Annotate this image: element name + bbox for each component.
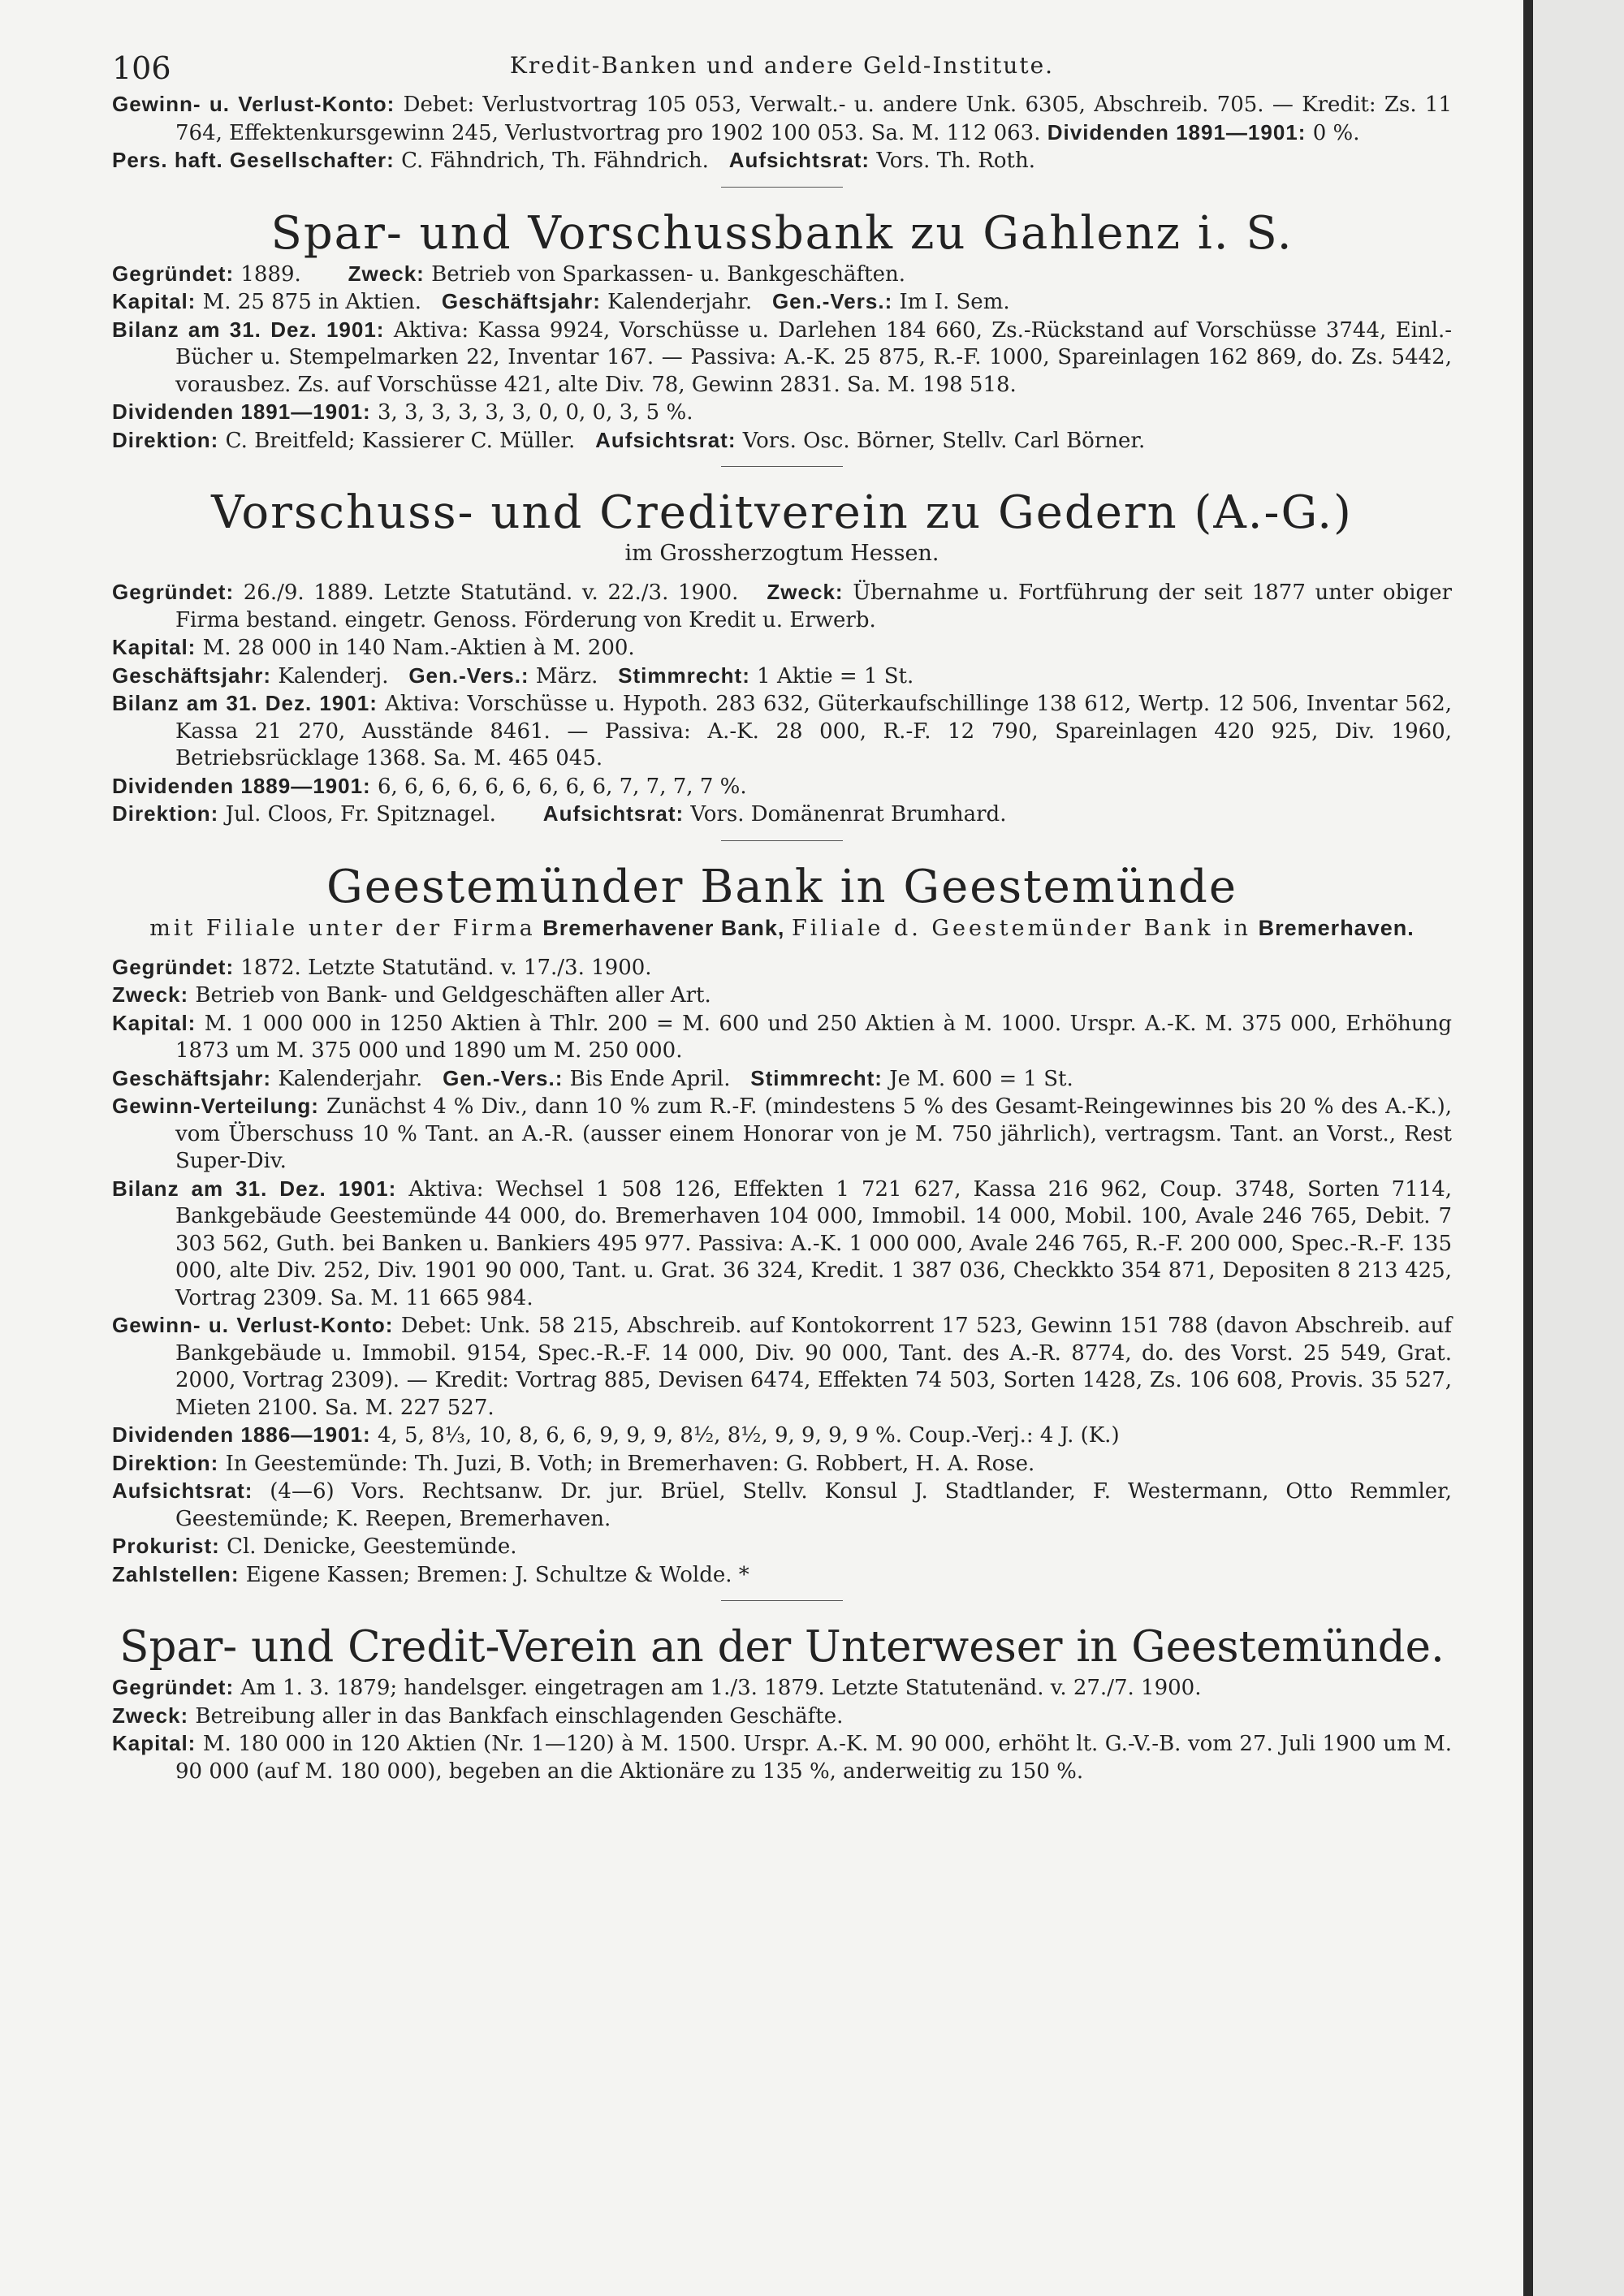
entry-line: Kapital: M. 1 000 000 in 1250 Aktien à Thlr. 200 = M. 600 und 250 Aktien à M. 1000. Urspr. A.-K. M. 375 000, Erhöhung 1873 um M. 375 000 und 1890 um M. 250 000. (112, 1010, 1452, 1063)
entry-line: Kapital: M. 25 875 in Aktien. Geschäftsjahr: Kalenderjahr. Gen.-Vers.: Im I. Sem. (112, 289, 1010, 314)
entry-line: Pers. haft. Gesellschafter: C. Fähndrich, Th. Fähndrich. Aufsichtsrat: Vors. Th. Roth. (112, 148, 1035, 173)
entry-line: Kapital: M. 180 000 in 120 Aktien (Nr. 1—120) à M. 1500. Urspr. A.-K. M. 90 000, erhöht lt. G.-V.-B. vom 27. Juli 1900 um M. 90 000 (auf M. 180 000), begeben an die Aktionäre zu 135 %, anderweitig zu 150 %. (112, 1731, 1452, 1784)
entry-gedern (112, 486, 1452, 829)
entry-title: Vorschuss- und Creditverein zu Gedern (A.-G.) (211, 486, 1353, 539)
entry-line: Gegründet: 1872. Letzte Statutänd. v. 17./3. 1900. (112, 954, 652, 980)
entry-line: Bilanz am 31. Dez. 1901: Aktiva: Vorschüsse u. Hypoth. 283 632, Güterkaufschillinge 138 612, Wertp. 12 506, Inventar 562, Kassa 21 270, Ausstände 8461. — Passiva: A.-K. 28 000, R.-F. 12 790, Spareinlagen 420 925, Div. 1960, Betriebsrücklage 1368. Sa. M. 465 045. (112, 691, 1452, 770)
page-content (112, 42, 1452, 1785)
entry-line: Geschäftsjahr: Kalenderjahr. Gen.-Vers.: Bis Ende April. Stimmrecht: Je M. 600 = 1 St. (112, 1065, 1073, 1091)
entry-line: Aufsichtsrat: (4—6) Vors. Rechtsanw. Dr. jur. Brüel, Stellv. Konsul J. Stadtlander, F. Westermann, Otto Remmler, Geestemünde; K. Reepen, Bremerhaven. (112, 1478, 1453, 1531)
entry-line: Direktion: In Geestemünde: Th. Juzi, B. Voth; in Bremerhaven: G. Robbert, H. A. Rose. (112, 1450, 1035, 1476)
separator-rule (721, 187, 843, 188)
separator-rule (721, 1600, 843, 1601)
entry-line: Direktion: C. Breitfeld; Kassierer C. Müller. Aufsichtsrat: Vors. Osc. Börner, Stellv. Carl Börner. (112, 427, 1146, 453)
entry-line: Geschäftsjahr: Kalenderj. Gen.-Vers.: März. Stimmrecht: 1 Aktie = 1 St. (112, 662, 914, 688)
entry-title: Spar- und Vorschussbank zu Gahlenz i. S. (270, 206, 1294, 260)
entry-continuation (112, 91, 1452, 175)
entry-line: Zweck: Betrieb von Bank- und Geldgeschäften aller Art. (112, 982, 711, 1008)
entry-subtitle: im Grossherzogtum Hessen. (624, 541, 939, 566)
entry-line: Dividenden 1889—1901: 6, 6, 6, 6, 6, 6, 6, 6, 6, 7, 7, 7, 7 %. (112, 773, 747, 799)
entry-line: Zweck: Betreibung aller in das Bankfach einschlagenden Geschäfte. (112, 1703, 844, 1728)
entry-line: Zahlstellen: Eigene Kassen; Bremen: J. Schultze & Wolde. * (112, 1561, 749, 1587)
separator-rule (721, 466, 843, 467)
entry-line: Gewinn- u. Verlust-Konto: Debet: Unk. 58 215, Abschreib. auf Kontokorrent 17 523, Gewinn 151 788 (davon Abschreib. auf Bankgebäude u. Immobil. 9154, Spec.-R.-F. 14 000, Div. 90 000, Tant. des A.-R. 8774, do. des Vorst. 25 549, Grat. 2000, Vortrag 2309). — Kredit: Vortrag 885, Devisen 6474, Effekten 74 503, Sorten 1428, Zs. 106 608, Provis. 35 527, Mieten 2100. Sa. M. 227 527. (112, 1313, 1453, 1420)
entry-line: Bilanz am 31. Dez. 1901: Aktiva: Wechsel 1 508 126, Effekten 1 721 627, Kassa 216 962, Coup. 3748, Sorten 7114, Bankgebäude Geestemünde 44 000, do. Bremerhaven 104 000, Immobil. 14 000, Mobil. 100, Avale 246 765, Debit. 7 303 562, Guth. bei Banken u. Bankiers 495 977. Passiva: A.-K. 1 000 000, Avale 246 765, R.-F. 200 000, Spec.-R.-F. 135 000, alte Div. 252, Div. 1901 90 000, Tant. u. Grat. 36 324, Kredit. 1 387 036, Checkkto 354 871, Depositen 8 213 425, Vortrag 2309. Sa. M. 11 665 984. (112, 1176, 1453, 1310)
separator-rule (721, 840, 843, 841)
entry-line: Gewinn- u. Verlust-Konto: Debet: Verlustvortrag 105 053, Verwalt.- u. andere Unk. 6305, Abschreib. 705. — Kredit: Zs. 11 764, Effektenkursgewinn 245, Verlustvortrag pro 1902 100 053. Sa. M. 112 063. Dividenden 1891—1901: 0 %. (112, 92, 1452, 145)
entry-line: Kapital: M. 28 000 in 140 Nam.-Aktien à M. 200. (112, 635, 635, 660)
entry-line: Gegründet: 26./9. 1889. Letzte Statutänd. v. 22./3. 1900. Zweck: Übernahme u. Fortführung der seit 1877 unter obiger Firma bestand. eingetr. Genoss. Förderung von Kredit u. Erwerb. (112, 580, 1452, 632)
entry-title: Geestemünder Bank in Geestemünde (326, 860, 1237, 913)
running-header (112, 42, 1452, 91)
entry-line: Dividenden 1886—1901: 4, 5, 8⅓, 10, 8, 6, 6, 9, 9, 9, 8½, 8½, 9, 9, 9, 9 %. Coup.-Verj.: 4 J. (K.) (112, 1422, 1120, 1448)
entry-line: Dividenden 1891—1901: 3, 3, 3, 3, 3, 3, 0, 0, 0, 3, 5 %. (112, 399, 693, 425)
page-number: 106 (112, 50, 171, 86)
entry-line: Prokurist: Cl. Denicke, Geestemünde. (112, 1534, 517, 1559)
entry-line: Gewinn-Verteilung: Zunächst 4 % Div., dann 10 % zum R.-F. (mindestens 5 % des Gesamt-Reingewinnes bis 20 % des A.-K.), vom Überschuss 10 % Tant. an A.-R. (ausser einem Honorar von je M. 750 jährlich), vertragsm. Tant. an Vorst., Rest Super-Div. (112, 1094, 1452, 1173)
scan-margin (1533, 0, 1624, 2296)
entry-line: Bilanz am 31. Dez. 1901: Aktiva: Kassa 9924, Vorschüsse u. Darlehen 184 660, Zs.-Rückstand auf Vorschüsse 3744, Einl.-Bücher u. Stempelmarken 22, Inventar 167. — Passiva: A.-K. 25 875, R.-F. 1000, Spareinlagen 162 869, do. Zs. 5442, vorausbez. Zs. auf Vorschüsse 421, alte Div. 78, Gewinn 2831. Sa. M. 198 518. (112, 317, 1453, 397)
entry-gahlenz (112, 207, 1452, 455)
entry-unterweser (112, 1621, 1452, 1785)
entry-line: Gegründet: 1889. Zweck: Betrieb von Sparkassen- u. Bankgeschäften. (112, 261, 905, 287)
entry-filiale: mit Filiale unter der Firma Bremerhavener Bank, Filiale d. Geestemünder Bank in Bremerhaven. (149, 915, 1415, 941)
page-edge-shadow (1523, 0, 1533, 2296)
entry-geestemuender-bank (112, 861, 1452, 1590)
entry-title: Spar- und Credit-Verein an der Unterweser in Geestemünde. (119, 1622, 1445, 1672)
entry-line: Direktion: Jul. Cloos, Fr. Spitznagel. Aufsichtsrat: Vors. Domänenrat Brumhard. (112, 801, 1007, 826)
entry-line: Gegründet: Am 1. 3. 1879; handelsger. eingetragen am 1./3. 1879. Letzte Statutenänd. v. 27./7. 1900. (112, 1675, 1202, 1700)
running-title: Kredit-Banken und andere Geld-Institute. (509, 52, 1055, 79)
